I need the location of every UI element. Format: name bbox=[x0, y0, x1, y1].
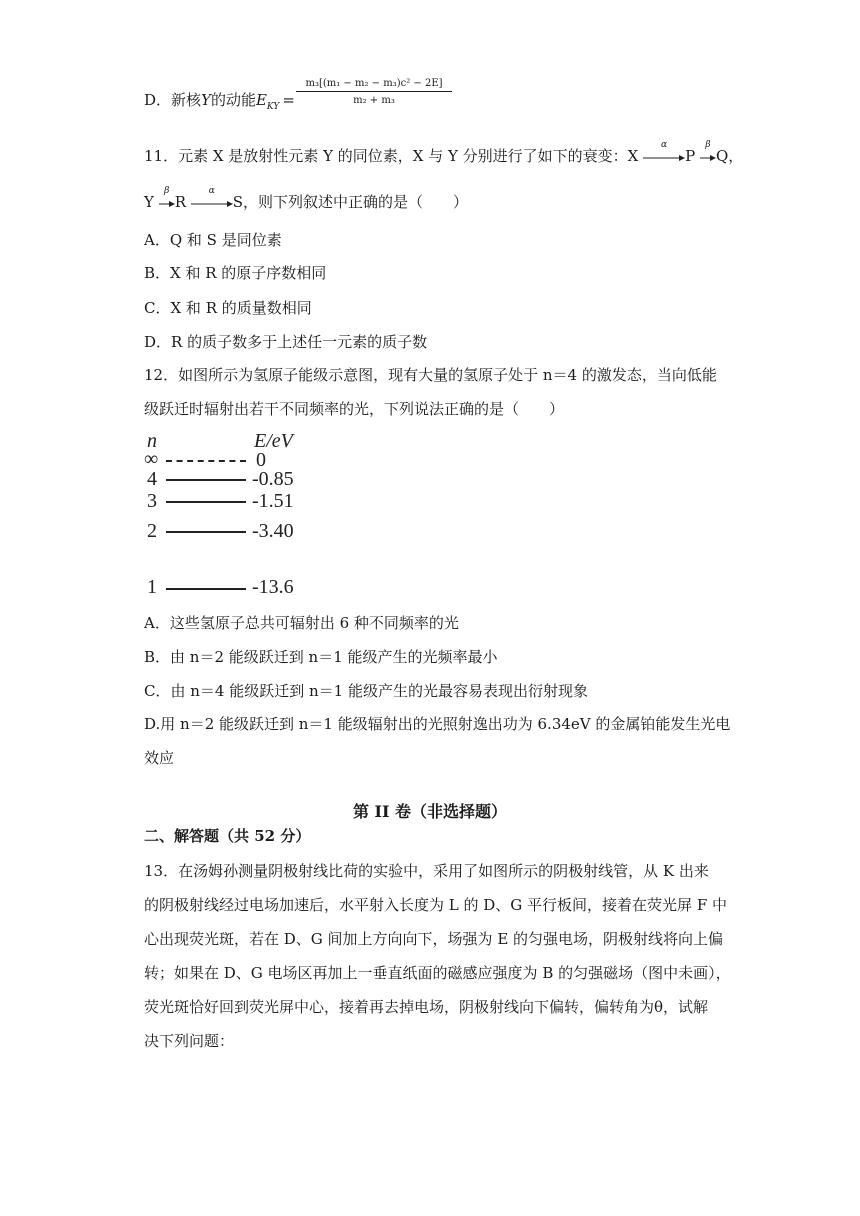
part2-section-header: 二、解答题（共 52 分） bbox=[144, 827, 311, 845]
element-r: R bbox=[174, 193, 186, 211]
q11-stem-line2 bbox=[144, 186, 469, 214]
level-line-4 bbox=[166, 479, 246, 481]
q13-line-2: 的阴极射线经过电场加速后，水平射入长度为 L 的 D、G 平行板间，接着在荧光屏 F 中 bbox=[144, 896, 727, 914]
part2-title: 第 II 卷（非选择题） bbox=[352, 802, 508, 821]
q11-option-d: D．R 的质子数多于上述任一元素的质子数 bbox=[144, 333, 428, 351]
q10-option-d bbox=[144, 89, 295, 112]
level-energy-2: -3.40 bbox=[252, 520, 294, 542]
q12-option-b: B．由 n＝2 能级跃迁到 n＝1 能级产生的光频率最小 bbox=[144, 648, 498, 666]
level-label-2: 2 bbox=[147, 520, 157, 542]
energy-fraction bbox=[296, 78, 452, 106]
level-label-4: 4 bbox=[147, 468, 157, 490]
level-line-2 bbox=[166, 531, 246, 533]
element-p: P bbox=[685, 147, 696, 165]
q12-option-d: D.用 n＝2 能级跃迁到 n＝1 能级辐射出的光照射逸出功为 6.34eV 的金属铂能发生光电 bbox=[144, 715, 731, 733]
q11-stem-end: S，则下列叙述中正确的是（ ） bbox=[232, 193, 469, 211]
q11-stem-line1 bbox=[144, 140, 744, 168]
q12-option-a: A．这些氢原子总共可辐射出 6 种不同频率的光 bbox=[144, 614, 459, 632]
q12-stem-line2: 级跃迁时辐射出若干不同频率的光，下列说法正确的是（ ） bbox=[144, 400, 565, 418]
q11-option-b: B．X 和 R 的原子序数相同 bbox=[144, 264, 327, 282]
equals-sign: = bbox=[282, 91, 295, 109]
q12-option-d-cont: 效应 bbox=[144, 749, 175, 767]
arrow-label: β bbox=[164, 186, 170, 196]
q10-option-d-prefix: D．新核 bbox=[144, 91, 202, 109]
energy-subscript: KY bbox=[266, 102, 280, 112]
level-line-3 bbox=[166, 501, 246, 503]
q10-option-d-mid: 的动能 bbox=[210, 91, 256, 109]
level-label-1: 1 bbox=[147, 576, 157, 598]
decay-arrow-beta-1 bbox=[700, 140, 716, 168]
q12-option-c: C．由 n＝4 能级跃迁到 n＝1 能级产生的光最容易表现出衍射现象 bbox=[144, 682, 588, 700]
fraction-denominator: m₂ + m₃ bbox=[353, 95, 395, 106]
level-label-infinity: ∞ bbox=[144, 448, 159, 470]
q11-stem-start: 11．元素 X 是放射性元素 Y 的同位素，X 与 Y 分别进行了如下的衰变：X bbox=[144, 147, 639, 165]
q11-option-c: C．X 和 R 的质量数相同 bbox=[144, 299, 312, 317]
level-label-3: 3 bbox=[147, 490, 157, 512]
level-energy-3: -1.51 bbox=[252, 490, 294, 512]
q12-stem-line1: 12．如图所示为氢原子能级示意图，现有大量的氢原子处于 n＝4 的激发态，当向低能 bbox=[144, 366, 717, 384]
q13-line-5: 荧光斑恰好回到荧光屏中心，接着再去掉电场，阴极射线向下偏转，偏转角为θ，试解 bbox=[144, 998, 709, 1016]
level-energy-4: -0.85 bbox=[252, 468, 294, 490]
level-energy-infinity: 0 bbox=[256, 449, 266, 471]
fraction-numerator: m₃[(m₁ − m₂ − m₃)c² − 2E] bbox=[296, 78, 452, 92]
decay-arrow-beta-2 bbox=[159, 186, 175, 214]
diagram-n-header: n bbox=[147, 430, 157, 452]
q11-option-a: A．Q 和 S 是同位素 bbox=[144, 231, 282, 249]
arrow-label: β bbox=[705, 140, 711, 150]
q13-line-6: 决下列问题： bbox=[144, 1032, 235, 1050]
diagram-e-header: E/eV bbox=[254, 430, 293, 452]
arrow-label: α bbox=[661, 140, 668, 150]
element-y: Y bbox=[144, 193, 154, 211]
q13-line-4: 转；如果在 D、G 电场区再加上一垂直纸面的磁感应强度为 B 的匀强磁场（图中未画）， bbox=[144, 964, 731, 982]
decay-arrow-alpha-2 bbox=[191, 186, 233, 214]
q10-option-d-var: Y bbox=[201, 91, 211, 109]
element-q: Q， bbox=[715, 147, 744, 165]
level-line-1 bbox=[166, 588, 246, 590]
level-line-infinity bbox=[166, 460, 246, 462]
q13-line-3: 心出现荧光斑，若在 D、G 间加上方向向下，场强为 E 的匀强电场，阴极射线将向上偏 bbox=[144, 930, 724, 948]
arrow-label: α bbox=[208, 186, 215, 196]
q13-line-1: 13．在汤姆孙测量阴极射线比荷的实验中，采用了如图所示的阴极射线管，从 K 出来 bbox=[144, 862, 709, 880]
decay-arrow-alpha-1 bbox=[643, 140, 685, 168]
energy-symbol: E bbox=[255, 91, 267, 109]
level-energy-1: -13.6 bbox=[252, 576, 294, 598]
